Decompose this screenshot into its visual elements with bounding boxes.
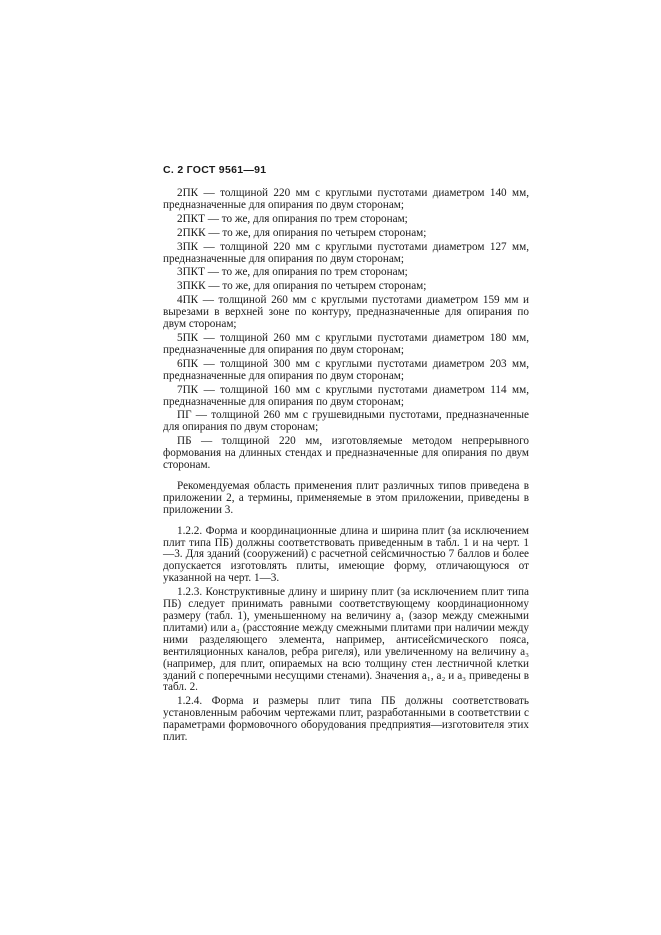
paragraph-2pkk: 2ПКК — то же, для опирания по четырем сторонам; <box>177 226 427 239</box>
paragraph-7pk: 7ПК — толщиной 160 мм с круглыми пустотами диаметром 114 мм, предназначенные для опирания по двум сторонам; <box>163 383 529 408</box>
paragraph-6pk: 6ПК — толщиной 300 мм с круглыми пустотами диаметром 203 мм, предназначенные для опирания по двум сторонам; <box>163 357 529 382</box>
paragraph-2pkt: 2ПКТ — то же, для опирания по трем сторонам; <box>177 212 408 225</box>
paragraph-1-2-4: 1.2.4. Форма и размеры плит типа ПБ должны соответствовать установленным рабочим чертежами плит, разработанными в соответствии с параметрами формовочного оборудования предприятия—изготовителя этих плит. <box>163 695 529 744</box>
paragraph-1-2-3: 1.2.3. Конструктивные длину и ширину плит (за исключением плит типа ПБ) следует принимать равными соответствующему координационному размеру (табл. 1), уменьшенному на величину a₁ (зазор между смежными плитами) или a₂ (расстояние между смежными плитами при наличии между ними разделяющего элемента, например, антисейсмического пояса, вентиляционных каналов, ребра ригеля), или увеличенному на величину a₃ (например, для плит, опираемых на всю толщину стен лестничной клетки зданий с поперечными несущими стенами). Значения a₁, a₂ и a₃ приведены в табл. 2. <box>163 586 529 694</box>
paragraph-2pk: 2ПК — толщиной 220 мм с круглыми пустотами диаметром 140 мм, предназначенные для опирания по двум сторонам; <box>163 187 529 211</box>
document-body <box>163 188 529 746</box>
paragraph-5pk: 5ПК — толщиной 260 мм с круглыми пустотами диаметром 180 мм, предназначенные для опирания по двум сторонам; <box>163 331 529 356</box>
paragraph-3pkk: 3ПКК — то же, для опирания по четырем сторонам; <box>177 280 427 293</box>
paragraph-1-2-2: 1.2.2. Форма и координационные длина и ширина плит (за исключением плит типа ПБ) должны соответствовать приведенным в табл. 1 и на черт. 1—3. Для зданий (сооружений) с расчетной сейсмичностью 7 баллов и более допускается изготовлять плиты, имеющие форму, отличающуюся от указанной на черт. 1—3. <box>163 524 529 585</box>
paragraph-4pk: 4ПК — толщиной 260 мм с круглыми пустотами диаметром 159 мм и вырезами в верхней зоне по контуру, предназначенные для опирания по двум сторонам; <box>163 294 529 331</box>
paragraph-recommendation: Рекомендуемая область применения плит различных типов приведена в приложении 2, а термины, применяемые в этом приложении, приведены в приложении 3. <box>163 479 529 516</box>
paragraph-pg: ПГ — толщиной 260 мм с грушевидными пустотами, предназначенные для опирания по двум сторонам; <box>163 409 529 434</box>
paragraph-3pk: 3ПК — толщиной 220 мм с круглыми пустотами диаметром 127 мм, предназначенные для опирания по двум сторонам; <box>163 240 529 265</box>
page-header: С. 2 ГОСТ 9561—91 <box>163 164 267 176</box>
paragraph-3pkt: 3ПКТ — то же, для опирания по трем сторонам; <box>177 266 408 279</box>
paragraph-pb: ПБ — толщиной 220 мм, изготовляемые методом непрерывного формования на длинных стендах и предназначенные для опирания по двум сторонам. <box>163 435 529 472</box>
